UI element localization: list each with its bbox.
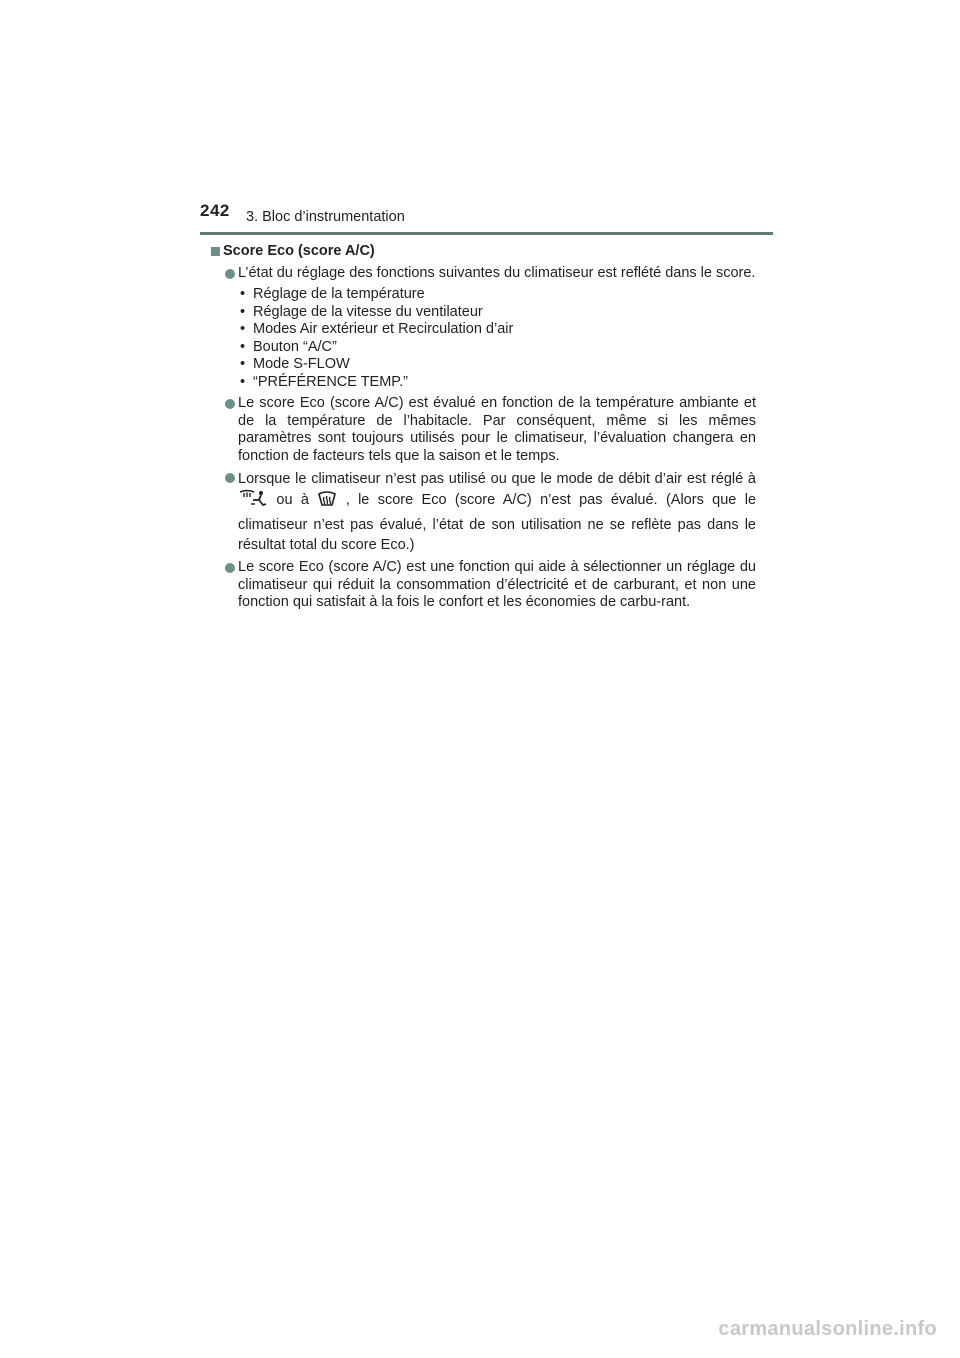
sub-list <box>238 286 756 391</box>
circle-bullet-icon <box>225 269 235 279</box>
section-heading-text: Score Eco (score A/C) <box>223 243 375 259</box>
bullet-item-2 <box>211 395 756 465</box>
circle-bullet-icon <box>225 563 235 573</box>
circle-bullet-icon <box>225 399 235 409</box>
circle-bullet-icon <box>225 473 235 483</box>
page-number: 242 <box>200 201 230 220</box>
windshield-feet-airflow-icon <box>238 489 268 515</box>
watermark: carmanualsonline.info <box>718 1318 937 1340</box>
sub-list-item: • “PRÉFÉRENCE TEMP.” <box>240 374 756 392</box>
bullet-item-1 <box>211 265 756 392</box>
square-bullet-icon <box>211 247 220 256</box>
sub-list-item: • Modes Air extérieur et Recirculation d’air <box>240 321 756 339</box>
document-content <box>211 243 756 616</box>
bullet-item-3-text-c: , le score Eco (score A/C) n’est pas évalué. (Alors que le climatiseur n’est pas évalué, l’état de son utilisation ne se reflète pas dans le résultat total du score Eco.) <box>238 492 757 553</box>
bullet-item-4-text: Le score Eco (score A/C) est une fonction qui aide à sélectionner un réglage du climatiseur qui réduit la consommation d’électricité et de carburant, et non une fonction qui satisfait à la fois le confort et les économies de carbu-rant. <box>238 559 756 610</box>
chapter-title: 3. Bloc d’instrumentation <box>246 209 405 225</box>
bullet-item-3-text-a: Lorsque le climatiseur n’est pas utilisé ou que le mode de débit d’air est réglé à <box>238 471 756 487</box>
bullet-item-1-text: L’état du réglage des fonctions suivantes du climatiseur est reflété dans le score. <box>238 264 756 281</box>
bullet-item-4 <box>211 559 756 612</box>
bullet-item-3 <box>211 469 756 555</box>
section-heading <box>211 243 756 261</box>
sub-list-item: • Réglage de la vitesse du ventilateur <box>240 304 756 322</box>
sub-list-item: • Bouton “A/C” <box>240 339 756 357</box>
bullet-item-2-text: Le score Eco (score A/C) est évalué en fonction de la température ambiante et de la température de l’habitacle. Par conséquent, même si les mêmes paramètres sont toujours utilisés pour le climatiseur, l’évaluation changera en fonction de facteurs tels que la saison et le temps. <box>238 395 756 464</box>
bullet-item-3-text-b: ou à <box>276 492 309 508</box>
header-divider <box>200 232 773 235</box>
sub-list-item: • Réglage de la température <box>240 286 756 304</box>
windshield-defrost-icon <box>317 489 337 515</box>
sub-list-item: • Mode S-FLOW <box>240 356 756 374</box>
